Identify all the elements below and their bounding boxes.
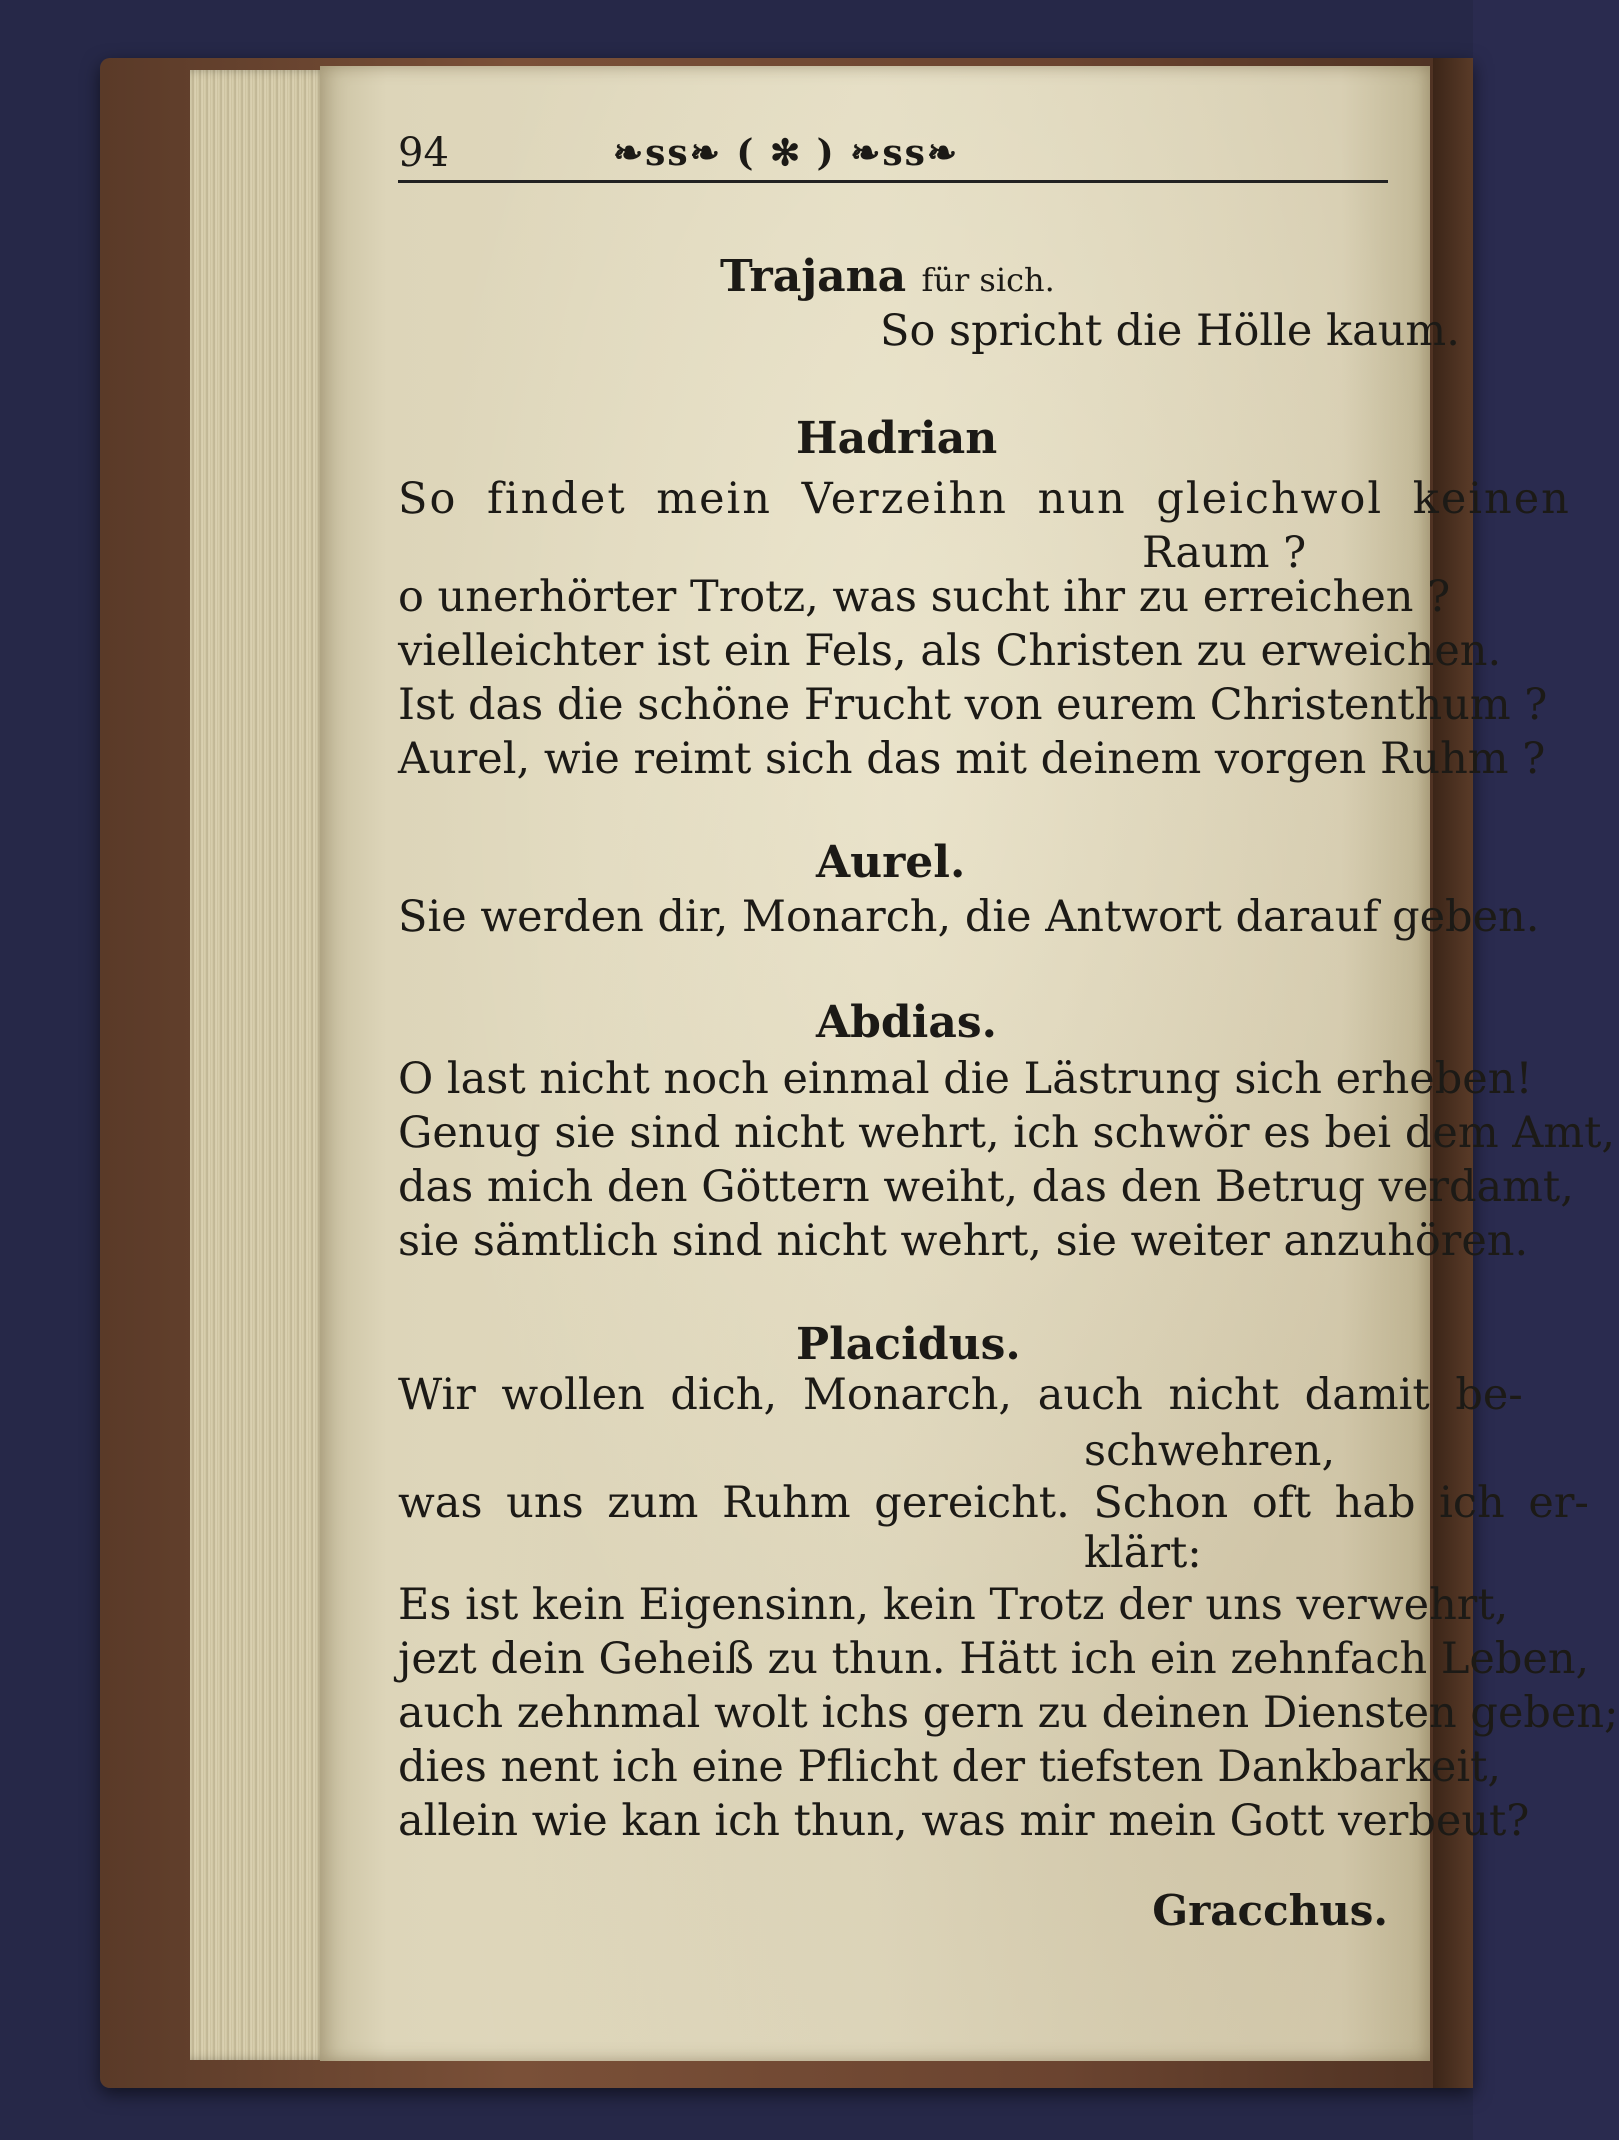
header-rule: [398, 180, 1388, 183]
speaker-aurel: Aurel.: [816, 837, 966, 888]
page-number: 94: [398, 130, 449, 176]
verse-line: Ist das die schöne Frucht von eurem Christenthum ?: [398, 680, 1548, 730]
page-block-edges: [190, 70, 330, 2060]
verse-line: o unerhörter Trotz, was sucht ihr zu erreichen ?: [398, 572, 1451, 622]
verse-line: jezt dein Geheiß zu thun. Hätt ich ein zehnfach Leben,: [398, 1634, 1590, 1684]
speaker-placidus: Placidus.: [796, 1319, 1021, 1370]
verse-line: das mich den Göttern weiht, das den Betrug verdamt,: [398, 1162, 1574, 1212]
verse-line: Aurel, wie reimt sich das mit deinem vorgen Ruhm ?: [398, 734, 1546, 784]
speaker-trajana: [720, 252, 1055, 305]
verse-line: auch zehnmal wolt ichs gern zu deinen Diensten geben;: [398, 1688, 1619, 1738]
running-header: [398, 130, 1398, 190]
verse-line: vielleichter ist ein Fels, als Christen zu erweichen.: [398, 626, 1502, 676]
verse-line: Es ist kein Eigensinn, kein Trotz der uns verwehrt,: [398, 1580, 1509, 1630]
verse-line: allein wie kan ich thun, was mir mein Gott verbeut?: [398, 1796, 1530, 1846]
verse-line: So spricht die Hölle kaum.: [880, 306, 1460, 356]
speaker-abdias: Abdias.: [816, 997, 997, 1048]
verse-line: Raum ?: [1142, 528, 1307, 578]
verse-line: sie sämtlich sind nicht wehrt, sie weiter anzuhören.: [398, 1216, 1529, 1266]
catchword: Gracchus.: [1152, 1886, 1388, 1935]
header-ornament: ❧ss❧ ( ✻ ) ❧ss❧: [613, 132, 960, 174]
verse-line: dies nent ich eine Pflicht der tiefsten Dankbarkeit,: [398, 1742, 1502, 1792]
speaker-hadrian: Hadrian: [796, 413, 998, 464]
speaker-name: Trajana: [720, 251, 907, 302]
verse-line: schwehren,: [1084, 1426, 1336, 1476]
verse-line: Genug sie sind nicht wehrt, ich schwör es bei dem Amt,: [398, 1108, 1616, 1158]
stage-direction: für sich.: [921, 261, 1055, 299]
verse-line: Wir wollen dich, Monarch, auch nicht damit be-: [398, 1370, 1523, 1420]
verse-line: So findet mein Verzeihn nun gleichwol keinen: [398, 474, 1571, 524]
verse-line: klärt:: [1084, 1528, 1202, 1578]
verse-line: was uns zum Ruhm gereicht. Schon oft hab ich er-: [398, 1478, 1589, 1528]
verse-line: Sie werden dir, Monarch, die Antwort darauf geben.: [398, 892, 1540, 942]
verse-line: O last nicht noch einmal die Lästrung sich erheben!: [398, 1054, 1533, 1104]
book-page: [320, 66, 1619, 2061]
